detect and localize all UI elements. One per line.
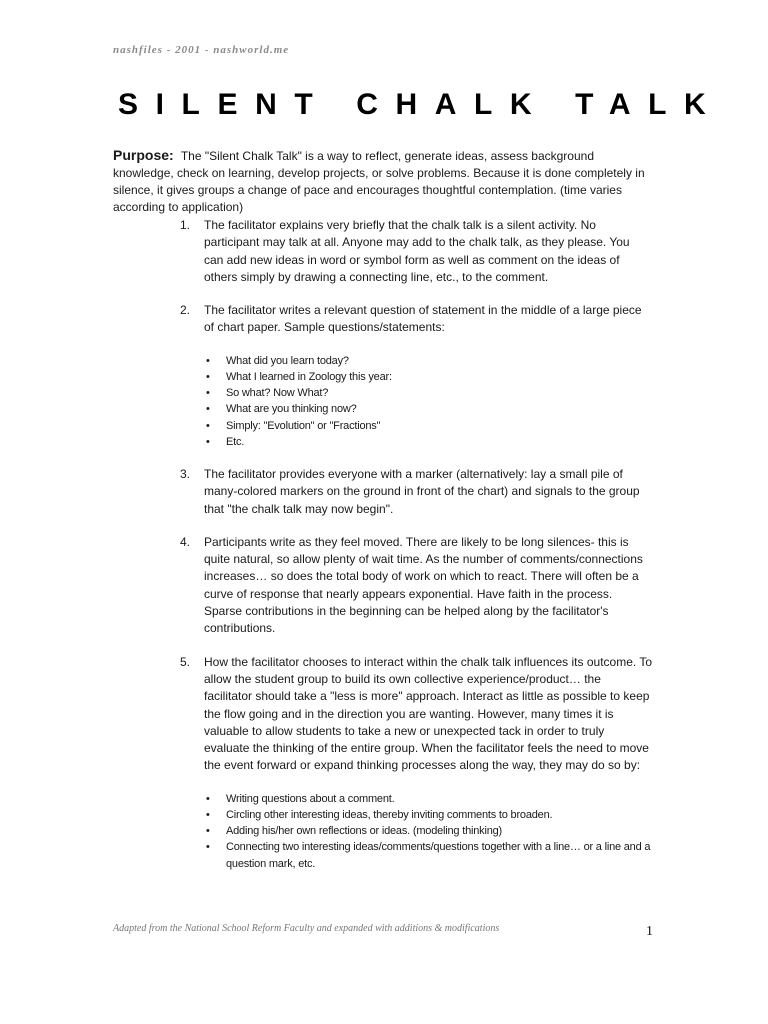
bullet-item bbox=[204, 353, 652, 369]
step-number: 2. bbox=[180, 303, 191, 318]
bullet-glyph: • bbox=[206, 354, 210, 367]
step-text: Participants write as they feel moved. There are likely to be long silences- this is quite natural, so allow plenty of wait time. As the number of comments/connections increases… so does the total body of work on which to react. There will often be a curve of response that nearly appears exponential. Have faith in the process. Sparse contributions in the beginning can be helped along by the facilitator's contributions. bbox=[204, 534, 643, 636]
purpose-label: Purpose: bbox=[113, 147, 174, 163]
bullet-text: What did you learn today? bbox=[226, 354, 349, 367]
step-item bbox=[180, 466, 652, 518]
step-number: 5. bbox=[180, 654, 191, 669]
bullet-glyph: • bbox=[206, 792, 210, 805]
bullet-text: Simply: "Evolution" or "Fractions" bbox=[226, 419, 381, 432]
step-item bbox=[180, 534, 652, 638]
bullet-glyph: • bbox=[206, 825, 210, 838]
bullet-item bbox=[204, 791, 652, 807]
step-number: 1. bbox=[180, 218, 191, 232]
bullet-list bbox=[204, 353, 652, 450]
bullet-text: Connecting two interesting ideas/comments/questions together with a line… or a line and a question mark, etc. bbox=[226, 841, 651, 870]
bullet-item bbox=[204, 418, 652, 434]
bullet-item bbox=[204, 434, 652, 450]
step-text: How the facilitator chooses to interact within the chalk talk influences its outcome. To allow the student group to build its own collective experience/product… the facilitator should take a "less is more" approach. Interact as little as possible to keep the flow going and in the direction you are wanting. However, many times it is valuable to allow students to take a new or unexpected tack in order to truly evaluate the thinking of the entire group. When the facilitator feels the need to move the event forward or expand thinking processes along the way, they may do so by: bbox=[204, 654, 653, 773]
bullet-glyph: • bbox=[206, 370, 210, 383]
bullet-text: Adding his/her own reflections or ideas. (modeling thinking) bbox=[226, 825, 502, 838]
step-number: 3. bbox=[180, 467, 191, 481]
step-item bbox=[180, 217, 652, 286]
footer-attribution: Adapted from the National School Reform Faculty and expanded with additions & modifications bbox=[113, 923, 500, 934]
bullet-glyph: • bbox=[206, 841, 210, 854]
bullet-item bbox=[204, 369, 652, 385]
step-item bbox=[180, 302, 652, 450]
bullet-text: Circling other interesting ideas, thereby inviting comments to broaden. bbox=[226, 808, 553, 821]
bullet-glyph: • bbox=[206, 387, 210, 400]
step-number: 4. bbox=[180, 534, 191, 549]
bullet-item bbox=[204, 385, 652, 401]
bullet-text: So what? Now What? bbox=[226, 387, 329, 400]
document-title: SILENT CHALK TALK bbox=[118, 88, 724, 121]
bullet-glyph: • bbox=[206, 419, 210, 432]
bullet-text: What are you thinking now? bbox=[226, 403, 357, 416]
bullet-item bbox=[204, 839, 652, 871]
step-text: The facilitator writes a relevant question of statement in the middle of a large piece of chart paper. Sample questions/statements: bbox=[204, 303, 642, 335]
bullet-glyph: • bbox=[206, 435, 210, 448]
bullet-item bbox=[204, 807, 652, 823]
bullet-text: Writing questions about a comment. bbox=[226, 792, 395, 805]
step-item bbox=[180, 654, 652, 872]
bullet-text: Etc. bbox=[226, 435, 245, 448]
bullet-glyph: • bbox=[206, 808, 210, 821]
bullet-text: What I learned in Zoology this year: bbox=[226, 370, 392, 383]
bullet-item bbox=[204, 401, 652, 417]
step-text: The facilitator provides everyone with a marker (alternatively: lay a small pile of many-colored markers on the ground in front of the chart) and signals to the group that "the chalk talk may now begin". bbox=[204, 467, 640, 516]
document-header: nashfiles - 2001 - nashworld.me bbox=[113, 44, 290, 56]
steps-list bbox=[180, 217, 652, 888]
bullet-glyph: • bbox=[206, 403, 210, 416]
bullet-list bbox=[204, 791, 652, 872]
step-text: The facilitator explains very briefly that the chalk talk is a silent activity. No participant may talk at all. Anyone may add to the chalk talk, as they please. You can add new ideas in word or symbol form as well as comment on the ideas of others simply by drawing a connecting line, etc., to the comment. bbox=[204, 218, 630, 284]
purpose-text: The "Silent Chalk Talk" is a way to reflect, generate ideas, assess background knowledge, check on learning, develop projects, or solve problems. Because it is done completely in silence, it gives groups a change of pace and encourages thoughtful contemplation. (time varies according to application) bbox=[113, 149, 645, 214]
page-number: 1 bbox=[646, 924, 653, 939]
bullet-item bbox=[204, 823, 652, 839]
purpose-paragraph bbox=[113, 147, 653, 216]
